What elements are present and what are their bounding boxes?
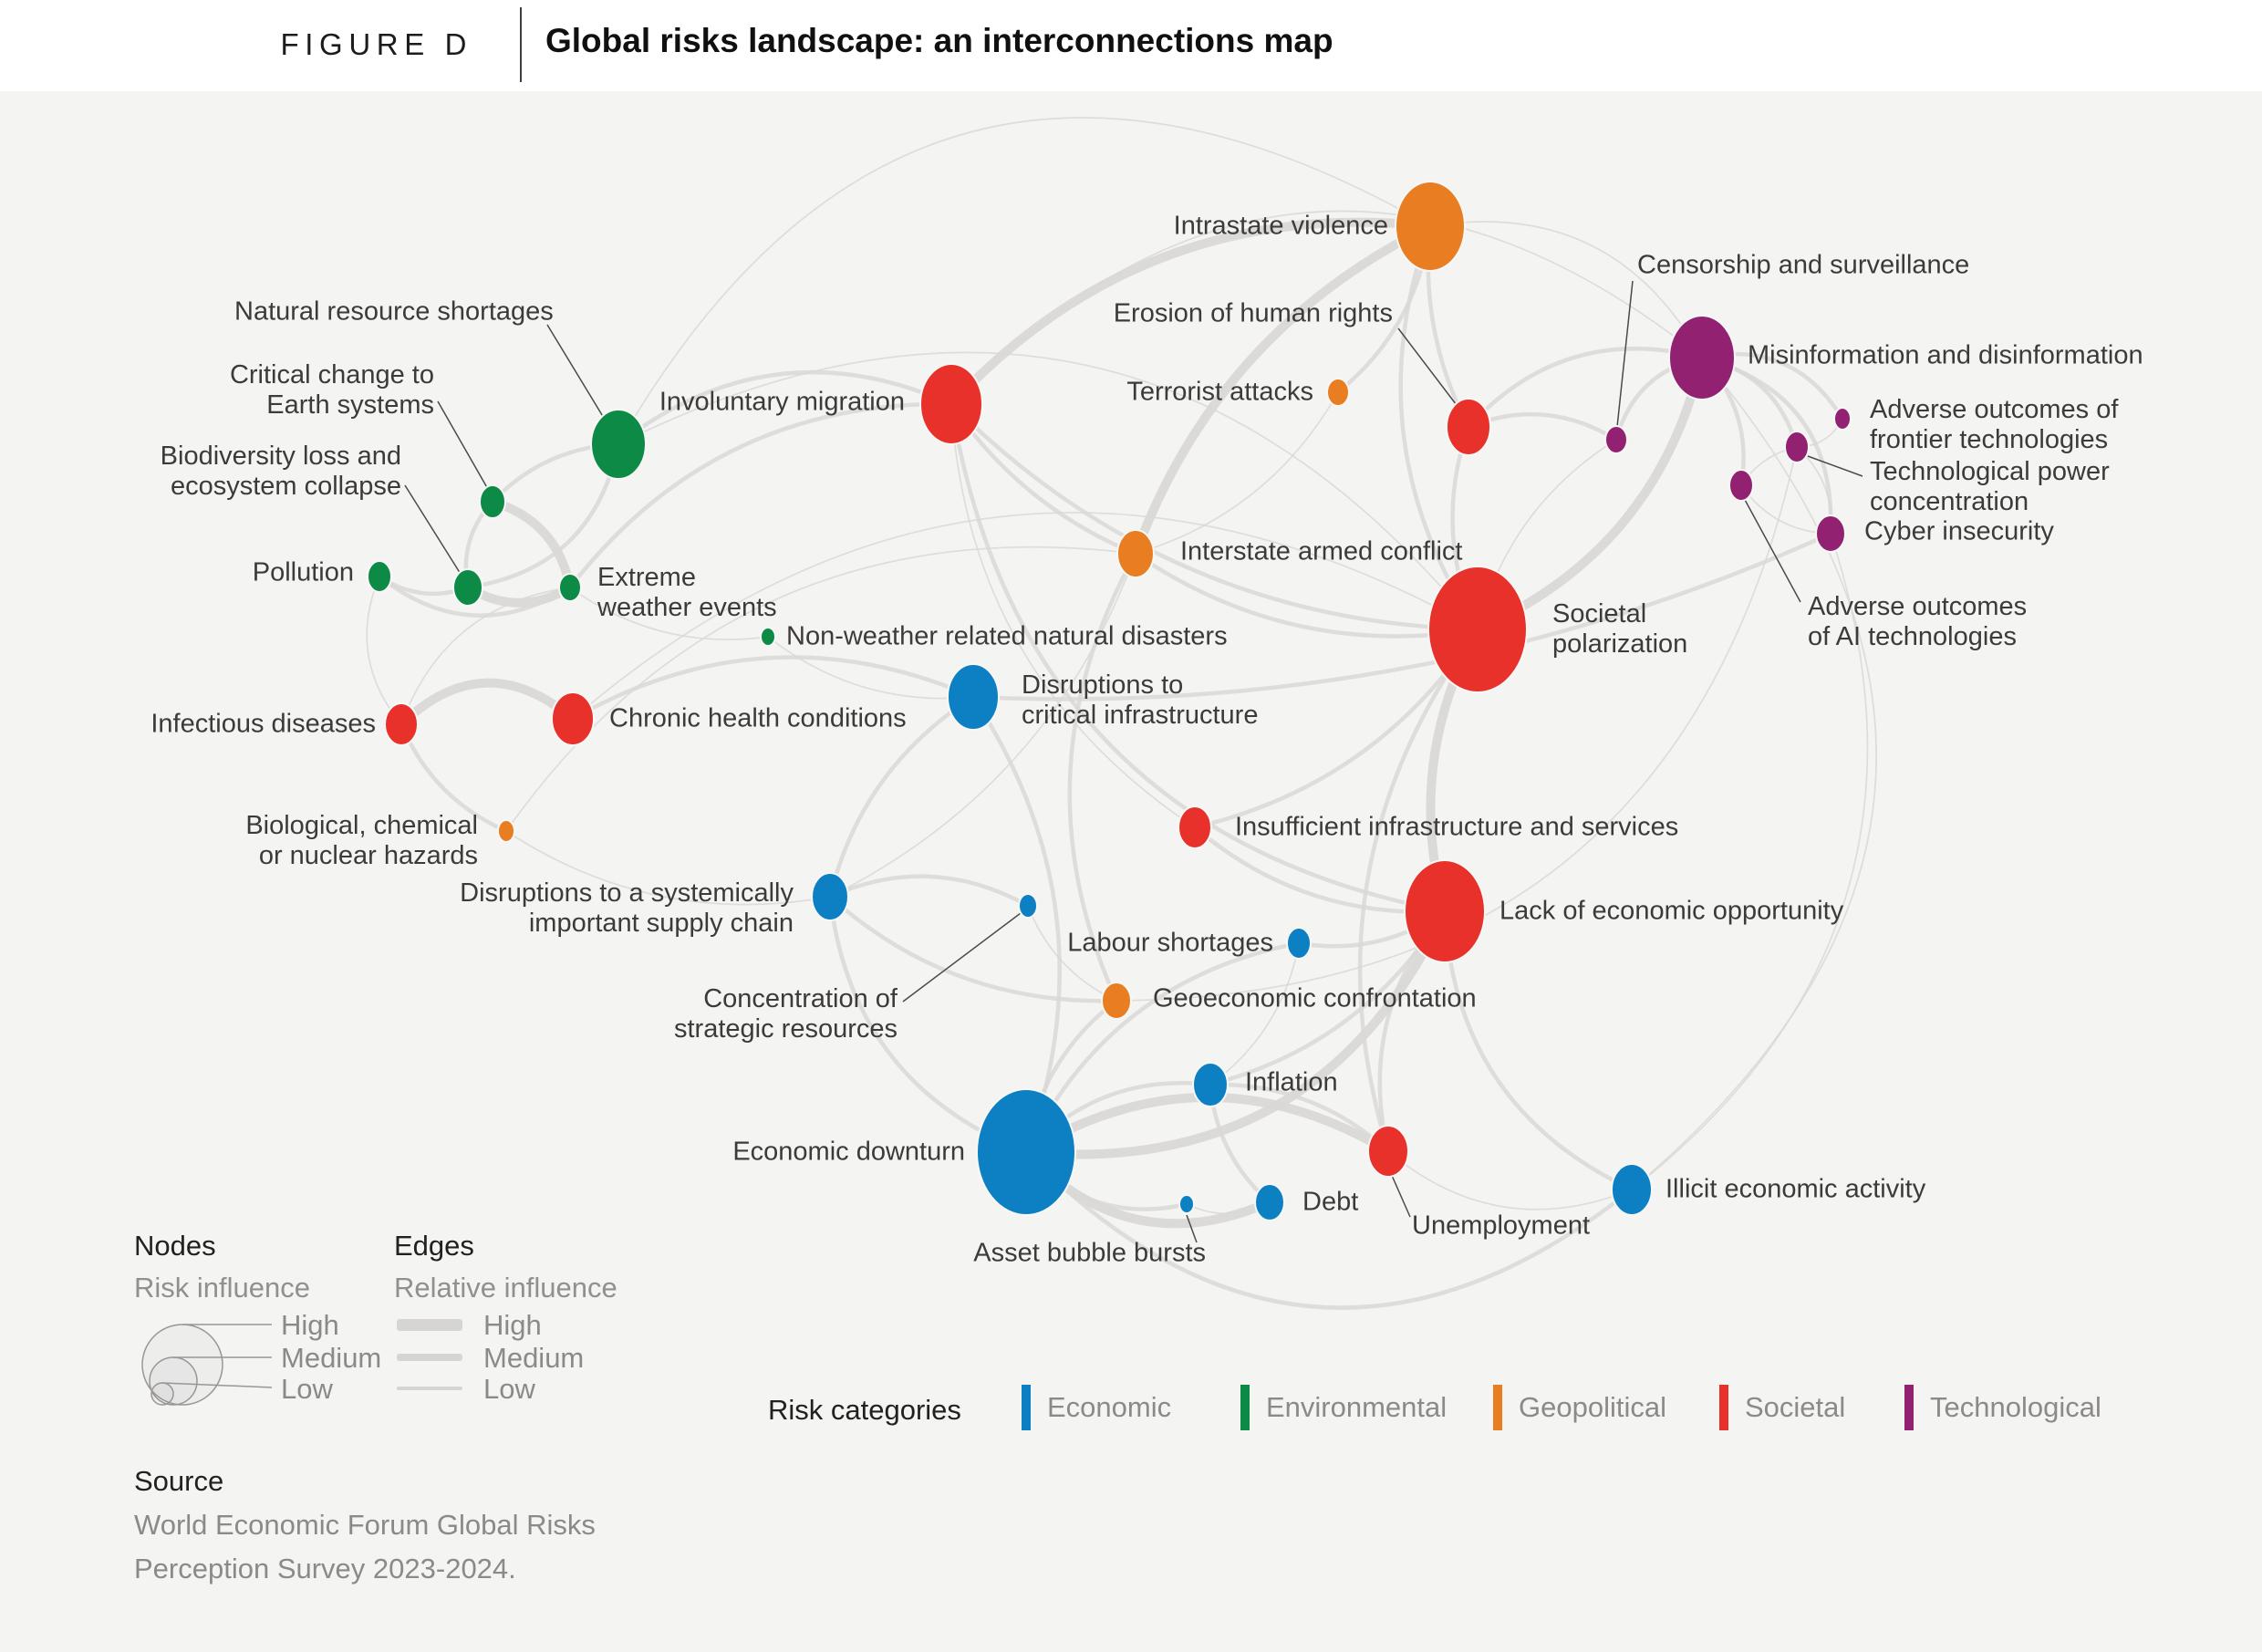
node-size-legend-icon [128, 1314, 278, 1412]
edge-critical-change-earth-systems--extreme-weather-events [493, 502, 570, 587]
node-supply-chain-disruptions[interactable] [812, 873, 848, 920]
node-label-line: weather events [597, 593, 777, 622]
node-label-line: Extreme [597, 563, 696, 592]
node-label-line: Asset bubble bursts [973, 1238, 1206, 1268]
node-label-line: Biological, chemical [245, 811, 478, 840]
risk-category-item-technological [1904, 1385, 2101, 1430]
leader-line-natural-resource-shortages [547, 325, 609, 427]
risk-category-swatch-economic [1022, 1385, 1031, 1430]
node-label-line: Earth systems [266, 390, 434, 420]
edge-illicit-economic-activity--misinformation-disinformation [1632, 358, 1876, 1190]
edge-economic-downturn--illicit-economic-activity [1026, 1152, 1632, 1308]
edge-extreme-weather-events--non-weather-natural-disasters [570, 587, 768, 639]
node-label-line: Adverse outcomes of [1870, 395, 2119, 424]
node-tech-power-concentration[interactable] [1785, 431, 1809, 462]
risk-category-item-economic [1022, 1385, 1171, 1430]
node-label-line: Lack of economic opportunity [1499, 896, 1844, 926]
edge-terrorist-attacks--interstate-armed-conflict [1136, 392, 1338, 554]
risk-category-item-geopolitical [1493, 1385, 1666, 1430]
node-adverse-frontier-tech[interactable] [1834, 408, 1851, 430]
edges-legend-subheading: Relative influence [394, 1272, 617, 1304]
node-label-line: Erosion of human rights [1113, 298, 1393, 328]
node-label-line: Inflation [1245, 1067, 1338, 1097]
risk-category-name: Geopolitical [1519, 1391, 1666, 1423]
nodes-legend-medium: Medium [281, 1342, 382, 1374]
edge-natural-resource-shortages--intrastate-violence [618, 118, 1430, 444]
node-extreme-weather-events[interactable] [559, 574, 581, 601]
source-heading: Source [134, 1465, 224, 1497]
node-pollution[interactable] [368, 561, 391, 592]
edge-infectious-diseases--pollution [367, 577, 401, 724]
edge-involuntary-migration--misinformation-disinformation [951, 211, 1702, 404]
edge-infectious-diseases--chronic-health-conditions [401, 683, 573, 724]
node-labour-shortages[interactable] [1287, 928, 1311, 959]
node-label-line: or nuclear hazards [258, 841, 478, 870]
node-misinformation-disinformation[interactable] [1669, 316, 1735, 400]
node-label-line: Geoeconomic confrontation [1153, 983, 1477, 1013]
node-interstate-armed-conflict[interactable] [1117, 530, 1154, 577]
node-label-line: ecosystem collapse [170, 472, 401, 501]
node-natural-resource-shortages[interactable] [591, 410, 646, 479]
edge-geoeconomic-confrontation--interstate-armed-conflict [1070, 554, 1136, 1001]
risk-categories-label: Risk categories [768, 1394, 961, 1426]
node-label-line: Technological power [1870, 457, 2110, 486]
node-illicit-economic-activity[interactable] [1612, 1164, 1652, 1215]
node-insufficient-infrastructure-services[interactable] [1178, 806, 1211, 848]
node-asset-bubble-bursts[interactable] [1179, 1195, 1194, 1213]
leader-line-critical-change-earth-systems [438, 401, 489, 491]
node-label-line: Disruptions to [1022, 670, 1184, 700]
node-label-line: Illicit economic activity [1665, 1174, 1926, 1204]
edge-supply-chain-disruptions--disruptions-critical-infrastructure [830, 697, 973, 897]
source-line-2: Perception Survey 2023-2024. [134, 1553, 516, 1584]
node-concentration-strategic-resources[interactable] [1019, 894, 1037, 918]
node-label-line: Debt [1302, 1187, 1359, 1217]
node-label-line: Adverse outcomes [1808, 592, 2028, 621]
edges-legend-medium: Medium [483, 1342, 585, 1374]
edge-weight-medium-bar [397, 1354, 462, 1361]
node-label-line: Insufficient infrastructure and services [1235, 812, 1679, 842]
risk-category-item-environmental [1240, 1385, 1447, 1430]
node-censorship-surveillance[interactable] [1605, 426, 1627, 453]
node-label-line: Societal [1552, 599, 1647, 629]
node-label-line: Natural resource shortages [234, 296, 554, 327]
risk-category-name: Societal [1745, 1391, 1846, 1423]
edge-unemployment--illicit-economic-activity [1388, 1151, 1632, 1210]
edge-chronic-health-conditions--disruptions-critical-infrastructure [573, 657, 973, 719]
edge-concentration-strategic-resources--geoeconomic-confrontation [1028, 906, 1116, 1001]
node-label-line: Pollution [252, 557, 354, 587]
node-chronic-health-conditions[interactable] [552, 692, 594, 745]
edge-weight-high-bar [397, 1319, 462, 1331]
risk-category-name: Economic [1047, 1391, 1172, 1423]
node-label-line: Labour shortages [1067, 928, 1273, 958]
edges-legend-heading: Edges [394, 1230, 474, 1262]
edges-legend-high: High [483, 1309, 542, 1341]
node-cyber-insecurity[interactable] [1816, 515, 1845, 552]
edge-involuntary-migration--societal-polarization [951, 404, 1478, 629]
node-erosion-human-rights[interactable] [1447, 399, 1490, 455]
node-label-line: important supply chain [528, 909, 794, 938]
node-label-line: Critical change to [229, 360, 434, 390]
node-label-line: Misinformation and disinformation [1748, 340, 2143, 370]
node-label-line: Censorship and surveillance [1637, 250, 1970, 280]
edge-cyber-insecurity--disruptions-critical-infrastructure [973, 534, 1831, 699]
node-label-line: Biodiversity loss and [160, 442, 401, 471]
node-geoeconomic-confrontation[interactable] [1102, 982, 1131, 1019]
leader-line-tech-power-concentration [1808, 456, 1863, 476]
risk-category-swatch-technological [1904, 1385, 1914, 1430]
node-label-line: polarization [1552, 629, 1688, 659]
edge-biological-chemical-nuclear-hazards--interstate-armed-conflict [506, 547, 1136, 831]
node-label-line: Non-weather related natural disasters [786, 621, 1228, 651]
node-label-line: of AI technologies [1808, 622, 2017, 651]
node-unemployment[interactable] [1368, 1126, 1408, 1177]
node-label-line: critical infrastructure [1022, 701, 1259, 730]
node-label-line: Chronic health conditions [609, 703, 907, 733]
node-label-line: Unemployment [1412, 1210, 1591, 1241]
node-label-line: Disruptions to a systemically [460, 878, 794, 908]
node-terrorist-attacks[interactable] [1327, 379, 1349, 406]
node-non-weather-natural-disasters[interactable] [761, 628, 775, 646]
node-label-line: Terrorist attacks [1126, 377, 1313, 407]
leader-line-unemployment [1390, 1171, 1410, 1217]
edge-cyber-insecurity--illicit-economic-activity [1632, 534, 1867, 1190]
node-involuntary-migration[interactable] [920, 364, 982, 444]
nodes-legend-high: High [281, 1309, 339, 1341]
risk-category-item-societal [1719, 1385, 1845, 1430]
edge-involuntary-migration--interstate-armed-conflict [951, 404, 1136, 554]
nodes-legend-subheading: Risk influence [134, 1272, 310, 1304]
node-adverse-ai-tech[interactable] [1729, 470, 1753, 501]
figure-number-label: FIGURE D [280, 27, 472, 61]
edge-intrastate-violence--interstate-armed-conflict [1136, 226, 1430, 554]
nodes-legend-heading: Nodes [134, 1230, 216, 1262]
page-title: Global risks landscape: an interconnections map [545, 22, 1333, 59]
node-biological-chemical-nuclear-hazards[interactable] [498, 820, 514, 842]
figure-header [0, 0, 2262, 91]
node-infectious-diseases[interactable] [385, 703, 418, 745]
edge-intrastate-violence--misinformation-disinformation [1430, 222, 1702, 358]
source-line-1: World Economic Forum Global Risks [134, 1509, 596, 1541]
edge-non-weather-natural-disasters--disruptions-critical-infrastructure [768, 637, 973, 699]
node-label-line: Cyber insecurity [1864, 516, 2054, 546]
node-biodiversity-loss[interactable] [453, 569, 482, 606]
node-label-line: Involuntary migration [659, 387, 905, 417]
node-label-line: Economic downturn [732, 1137, 965, 1167]
edge-lack-economic-opportunity--illicit-economic-activity [1445, 911, 1632, 1190]
risk-category-name: Environmental [1266, 1391, 1447, 1423]
edge-weight-low-bar [397, 1387, 462, 1390]
risk-category-swatch-environmental [1240, 1385, 1250, 1430]
edge-biological-chemical-nuclear-hazards--supply-chain-disruptions [506, 831, 830, 905]
node-label-line: Interstate armed conflict [1180, 536, 1463, 566]
risk-category-swatch-societal [1719, 1385, 1728, 1430]
node-label-line: Infectious diseases [150, 709, 376, 739]
node-label-line: Concentration of [703, 984, 898, 1013]
node-label-line: strategic resources [674, 1014, 898, 1044]
node-size-low-circle [151, 1383, 173, 1405]
edge-insufficient-infrastructure-services--involuntary-migration [951, 404, 1195, 827]
node-societal-polarization[interactable] [1428, 566, 1527, 692]
node-economic-downturn[interactable] [977, 1089, 1075, 1215]
edge-natural-resource-shortages--involuntary-migration [618, 372, 951, 444]
nodes-legend-low: Low [281, 1373, 333, 1405]
node-debt[interactable] [1255, 1184, 1284, 1221]
edge-disruptions-critical-infrastructure--economic-downturn [973, 697, 1060, 1152]
node-intrastate-violence[interactable] [1396, 182, 1465, 271]
node-inflation[interactable] [1193, 1063, 1228, 1107]
edge-infectious-diseases--biological-chemical-nuclear-hazards [401, 724, 506, 831]
header-divider [520, 7, 522, 82]
risk-category-name: Technological [1930, 1391, 2101, 1423]
node-label-line: Intrastate violence [1173, 211, 1388, 241]
node-label-line: concentration [1870, 487, 2029, 516]
leader-line-biodiversity-loss [405, 485, 463, 578]
node-disruptions-critical-infrastructure[interactable] [948, 664, 999, 730]
risk-category-swatch-geopolitical [1493, 1385, 1502, 1430]
edges-legend-low: Low [483, 1373, 535, 1405]
node-critical-change-earth-systems[interactable] [480, 485, 505, 518]
leader-line-erosion-human-rights [1398, 328, 1462, 412]
node-lack-economic-opportunity[interactable] [1405, 860, 1485, 962]
node-label-line: frontier technologies [1870, 425, 2109, 454]
